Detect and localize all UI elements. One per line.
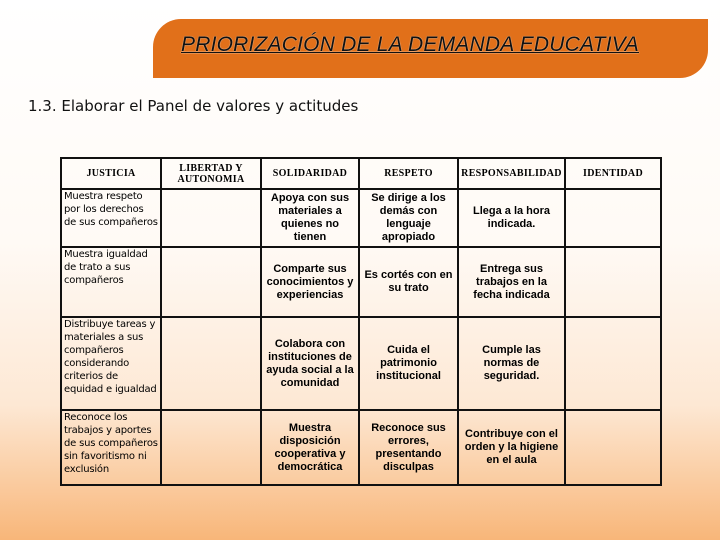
- table-cell: [565, 410, 661, 485]
- table-row: [61, 410, 661, 485]
- header-justicia: JUSTICIA: [61, 158, 161, 189]
- table-row: [61, 317, 661, 410]
- table-cell: Reconoce sus errores, presentando disculpas: [359, 410, 458, 485]
- table-cell: Colabora con instituciones de ayuda social a la comunidad: [261, 317, 359, 410]
- table-cell: [161, 410, 261, 485]
- table-cell: Muestra respeto por los derechos de sus compañeros: [61, 189, 161, 247]
- slide-title: PRIORIZACIÓN DE LA DEMANDA EDUCATIVA: [181, 33, 639, 56]
- header-responsabilidad: RESPONSABILIDAD: [458, 158, 565, 189]
- table-cell: Entrega sus trabajos en la fecha indicada: [458, 247, 565, 317]
- values-table: [60, 157, 662, 486]
- table-cell: Muestra igualdad de trato a sus compañeros: [61, 247, 161, 317]
- table-cell: Cuida el patrimonio institucional: [359, 317, 458, 410]
- table-cell: Llega a la hora indicada.: [458, 189, 565, 247]
- table-cell: [565, 317, 661, 410]
- table-cell: Reconoce los trabajos y aportes de sus compañeros sin favoritismo ni exclusión: [61, 410, 161, 485]
- table-cell: Es cortés con en su trato: [359, 247, 458, 317]
- table-cell: Se dirige a los demás con lenguaje apropiado: [359, 189, 458, 247]
- table-cell: Contribuye con el orden y la higiene en el aula: [458, 410, 565, 485]
- header-libertad: LIBERTAD Y AUTONOMIA: [161, 158, 261, 189]
- table-row: [61, 189, 661, 247]
- table-cell: Distribuye tareas y materiales a sus compañeros considerando criterios de equidad e igualdad: [61, 317, 161, 410]
- table-cell: [565, 189, 661, 247]
- table-cell: [161, 317, 261, 410]
- table-cell: Muestra disposición cooperativa y democrática: [261, 410, 359, 485]
- table-cell: Comparte sus conocimientos y experiencias: [261, 247, 359, 317]
- header-respeto: RESPETO: [359, 158, 458, 189]
- header-solidaridad: SOLIDARIDAD: [261, 158, 359, 189]
- table-cell: Apoya con sus materiales a quienes no tienen: [261, 189, 359, 247]
- table-header-row: [61, 158, 661, 189]
- table-cell: [565, 247, 661, 317]
- section-subtitle: 1.3. Elaborar el Panel de valores y actitudes: [28, 97, 359, 115]
- table-row: [61, 247, 661, 317]
- table-cell: Cumple las normas de seguridad.: [458, 317, 565, 410]
- header-identidad: IDENTIDAD: [565, 158, 661, 189]
- table-cell: [161, 247, 261, 317]
- table-cell: [161, 189, 261, 247]
- title-banner: [153, 19, 708, 78]
